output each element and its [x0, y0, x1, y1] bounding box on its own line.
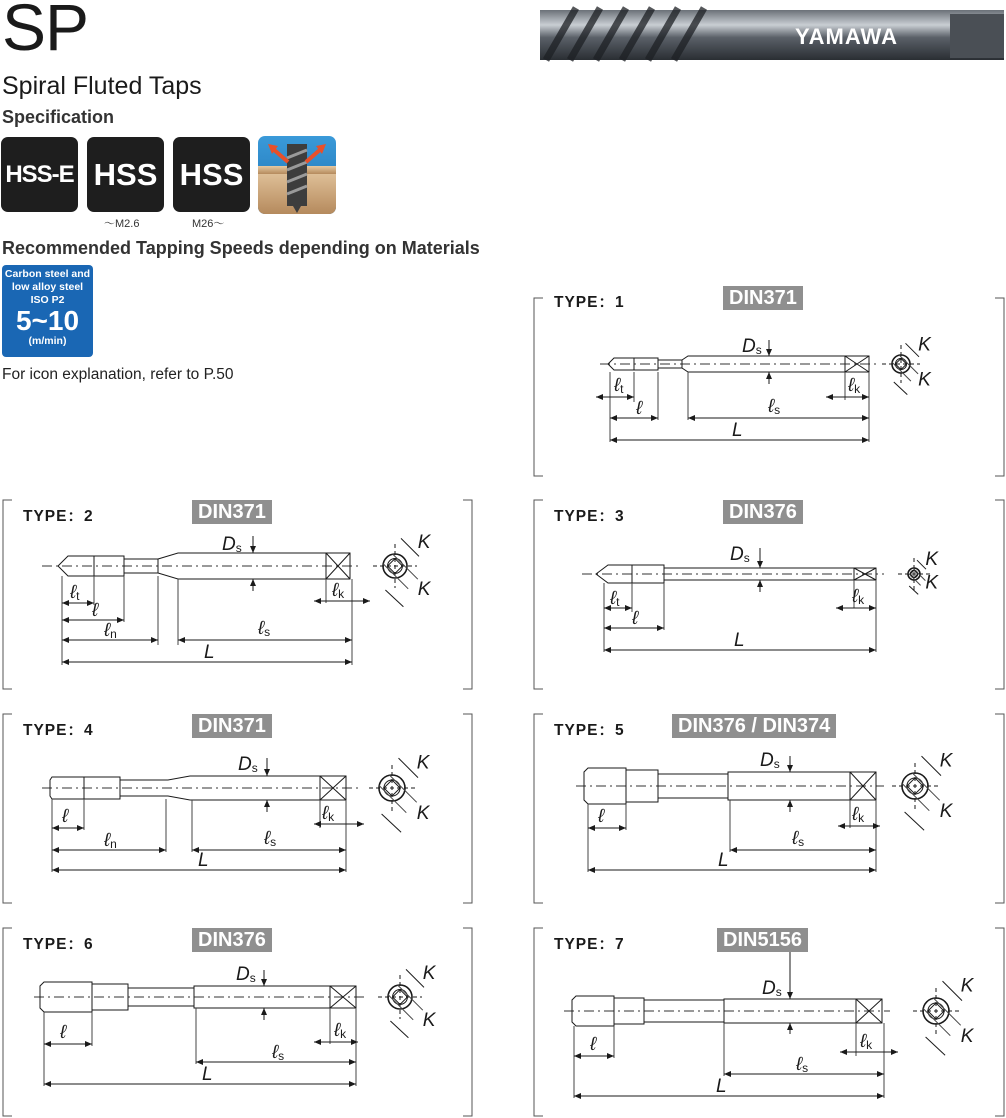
dimension-arrowhead — [766, 372, 772, 379]
dimension-label-subscript: s — [264, 625, 271, 639]
dimension-label: ℓk — [852, 586, 865, 607]
dimension-label: K — [416, 752, 430, 774]
dimension-label-subscript: k — [858, 593, 865, 607]
dimension-label: L — [732, 420, 743, 441]
brand-logo: YAMAWA — [795, 24, 898, 49]
dimension-arrowhead — [688, 415, 695, 421]
type-2-drawing — [42, 532, 432, 665]
dimension-label: ℓk — [848, 375, 861, 396]
dimension-arrowhead — [261, 1008, 267, 1015]
dimension-arrowhead — [730, 847, 737, 853]
dimension-arrowhead — [607, 1053, 614, 1059]
dimension-label-subscript: t — [76, 589, 80, 603]
dimension-label-subscript: k — [338, 587, 345, 601]
dimension-label: ℓt — [610, 588, 620, 609]
dimension-label: Ds — [222, 534, 242, 555]
dimension-label-subscript: s — [270, 835, 277, 849]
dimension-arrowhead — [44, 1081, 51, 1087]
speed-unit: (m/min) — [28, 335, 67, 347]
dimension-label: Ds — [730, 544, 750, 565]
type-6-standard-badge: DIN376 — [192, 928, 272, 952]
dimension-arrowhead — [62, 600, 69, 606]
dimension-arrowhead — [264, 800, 270, 807]
dimension-arrowhead — [117, 617, 124, 623]
dimension-label: ℓn — [104, 830, 117, 851]
dimension-arrowhead — [351, 1039, 358, 1045]
type-3-standard-badge: DIN376 — [723, 500, 803, 524]
dimension-arrowhead — [766, 349, 772, 356]
type-5-label: TYPE：5 — [554, 722, 625, 739]
dimension-label-subscript: k — [866, 1038, 873, 1052]
dimension-label: ℓn — [104, 620, 117, 641]
dimension-label: Ds — [762, 978, 782, 999]
dimension-arrowhead — [345, 659, 352, 665]
type-1-standard-badge: DIN371 — [723, 286, 803, 310]
dimension-arrowhead — [44, 1041, 51, 1047]
dimension-arrowhead — [877, 1093, 884, 1099]
dimension-arrowhead — [314, 1039, 321, 1045]
dimension-label: K — [960, 975, 974, 997]
type-2-standard-badge: DIN371 — [192, 500, 272, 524]
page-title: SP — [2, 0, 89, 64]
dimension-label: ℓ — [590, 1034, 597, 1055]
dimension-label: ℓs — [792, 828, 805, 849]
drawing-line — [401, 538, 419, 556]
dimension-label: L — [202, 1064, 213, 1085]
dimension-label: K — [939, 750, 953, 772]
drawing-line — [906, 343, 920, 357]
drawing-line — [894, 382, 908, 395]
dimension-arrowhead — [869, 647, 876, 653]
dimension-arrowhead — [862, 415, 869, 421]
dimension-label-subscript: k — [858, 811, 865, 825]
dimension-arrowhead — [787, 1023, 793, 1030]
dimension-arrowhead — [574, 1053, 581, 1059]
dimension-arrowhead — [840, 1049, 847, 1055]
dimension-arrowhead — [357, 821, 364, 827]
material-hss-note-large: M26～ — [192, 218, 225, 230]
tapping-speeds-heading: Recommended Tapping Speeds depending on Materials — [2, 238, 480, 258]
dimension-label: ℓ — [62, 806, 69, 827]
dimension-arrowhead — [588, 825, 595, 831]
speed-material-line2: low alloy steel — [11, 281, 84, 293]
drawing-line — [390, 1021, 408, 1038]
dimension-arrowhead — [52, 825, 59, 831]
dimension-arrowhead — [52, 847, 59, 853]
type-6-label: TYPE：6 — [23, 936, 94, 953]
dimension-label-subscript: n — [110, 627, 117, 641]
dimension-label: K — [416, 803, 430, 825]
dimension-label: K — [417, 578, 431, 600]
dimension-arrowhead — [625, 605, 632, 611]
dimension-label-subscript: s — [251, 761, 258, 775]
dimension-label: Ds — [236, 964, 256, 985]
dimension-arrowhead — [339, 867, 346, 873]
type-1-label: TYPE：1 — [554, 294, 625, 311]
type-1-drawing — [596, 335, 932, 444]
dimension-arrowhead — [891, 1049, 898, 1055]
speed-material-line1: Carbon steel and — [4, 268, 91, 280]
dimension-label: L — [204, 642, 215, 663]
dimension-label-subscript: s — [235, 541, 242, 555]
drawing-line — [406, 969, 424, 987]
dimension-label: ℓ — [636, 398, 643, 419]
dimension-label: L — [198, 850, 209, 871]
dimension-arrowhead — [787, 800, 793, 807]
dimension-label: L — [734, 630, 745, 651]
dimension-label-subscript: s — [802, 1061, 809, 1075]
speed-iso-class: ISO P2 — [30, 294, 65, 306]
dimension-label: Ds — [742, 336, 762, 357]
dimension-arrowhead — [627, 394, 634, 400]
dimension-label-subscript: k — [340, 1027, 347, 1041]
dimension-arrowhead — [574, 1093, 581, 1099]
dimension-arrowhead — [85, 1041, 92, 1047]
tap-tip — [40, 982, 92, 1012]
dimension-arrowhead — [261, 979, 267, 986]
dimension-arrowhead — [836, 605, 843, 611]
dimension-label-subscript: s — [743, 551, 750, 565]
dimension-label-subscript: s — [798, 835, 805, 849]
dimension-label: K — [960, 1026, 974, 1048]
dimension-label: ℓ — [632, 608, 639, 629]
dimension-arrowhead — [838, 823, 845, 829]
material-hss-note-small: ～M2.6 — [104, 218, 140, 230]
dimension-label: ℓk — [322, 803, 335, 824]
dimension-arrowhead — [339, 847, 346, 853]
dimension-arrowhead — [178, 637, 185, 643]
dimension-label-subscript: t — [616, 595, 620, 609]
dimension-arrowhead — [77, 825, 84, 831]
type-4-drawing — [42, 753, 431, 874]
dimension-label: ℓs — [796, 1054, 809, 1075]
dimension-arrowhead — [314, 598, 321, 604]
dimension-label: ℓt — [70, 582, 80, 603]
dimension-arrowhead — [610, 415, 617, 421]
dimension-label-subscript: k — [854, 382, 861, 396]
type-7-drawing — [564, 952, 975, 1099]
dimension-label-subscript: k — [328, 810, 335, 824]
type-3-drawing — [582, 544, 939, 653]
material-hss-badge-large: HSS — [173, 137, 250, 212]
dimension-label: ℓs — [272, 1042, 285, 1063]
dimension-arrowhead — [349, 1059, 356, 1065]
dimension-label: L — [716, 1076, 727, 1097]
dimension-arrowhead — [62, 617, 69, 623]
dimension-arrowhead — [250, 579, 256, 586]
dimension-label: ℓs — [264, 828, 277, 849]
dimension-label: ℓ — [598, 806, 605, 827]
drawing-line — [905, 812, 925, 830]
dimension-label: L — [718, 850, 729, 871]
dimension-arrowhead — [877, 1071, 884, 1077]
dimension-label: ℓs — [768, 396, 781, 417]
type-7-label: TYPE：7 — [554, 936, 625, 953]
dimension-arrowhead — [869, 867, 876, 873]
dimension-arrowhead — [159, 847, 166, 853]
dimension-label: ℓ — [60, 1022, 67, 1043]
material-hss-badge-small: HSS — [87, 137, 164, 212]
dimension-label: K — [939, 801, 953, 823]
dimension-arrowhead — [62, 637, 69, 643]
drawing-line — [385, 590, 403, 607]
dimension-label: ℓt — [614, 375, 624, 396]
dimension-label: ℓk — [860, 1031, 873, 1052]
dimension-label: K — [417, 532, 431, 553]
dimension-arrowhead — [610, 437, 617, 443]
type-3-label: TYPE：3 — [554, 508, 625, 525]
drawing-line — [922, 756, 942, 776]
dimension-arrowhead — [869, 847, 876, 853]
dimension-arrowhead — [349, 1081, 356, 1087]
dimension-label: ℓs — [258, 618, 271, 639]
speed-value: 5~10 — [15, 305, 80, 336]
dimension-label-subscript: s — [774, 403, 781, 417]
dimension-arrowhead — [52, 867, 59, 873]
page-subtitle: Spiral Fluted Taps — [2, 72, 202, 100]
dimension-arrowhead — [250, 546, 256, 553]
drawing-line — [943, 981, 963, 1001]
type-4-standard-badge: DIN371 — [192, 714, 272, 738]
dimension-arrowhead — [62, 659, 69, 665]
drawing-line — [399, 758, 419, 778]
dimension-label: ℓk — [332, 580, 345, 601]
dimension-arrowhead — [151, 637, 158, 643]
dimension-arrowhead — [862, 394, 869, 400]
dimension-arrowhead — [787, 992, 793, 999]
dimension-arrowhead — [345, 637, 352, 643]
dimension-label-subscript: t — [620, 382, 624, 396]
drawing-line — [926, 1037, 946, 1055]
dimension-label: K — [422, 1009, 436, 1031]
dimension-label-subscript: s — [775, 985, 782, 999]
type-7-standard-badge: DIN5156 — [717, 928, 808, 952]
dimension-arrowhead — [619, 825, 626, 831]
dimension-label: K — [925, 549, 939, 570]
dimension-label-subscript: s — [249, 971, 256, 985]
type-4-label: TYPE：4 — [23, 722, 94, 739]
dimension-arrowhead — [604, 625, 611, 631]
dimension-arrowhead — [604, 647, 611, 653]
icon-reference-note: For icon explanation, refer to P.50 — [2, 366, 234, 383]
drawing-line — [382, 814, 402, 832]
dimension-label-subscript: n — [110, 837, 117, 851]
type-5-drawing — [576, 750, 954, 873]
dimension-arrowhead — [588, 867, 595, 873]
type-2-label: TYPE：2 — [23, 508, 94, 525]
dimension-arrowhead — [363, 598, 370, 604]
dimension-label: ℓk — [852, 804, 865, 825]
type-6-drawing — [34, 963, 437, 1087]
dimension-arrowhead — [787, 765, 793, 772]
specification-heading: Specification — [2, 107, 115, 127]
dimension-label: K — [918, 369, 931, 391]
dimension-label: Ds — [760, 750, 780, 771]
dimension-label: K — [918, 334, 931, 356]
dimension-label: ℓk — [334, 1020, 347, 1041]
dimension-arrowhead — [596, 394, 603, 400]
dimension-arrowhead — [651, 415, 658, 421]
dimension-arrowhead — [869, 605, 876, 611]
type-5-standard-badge: DIN376 / DIN374 — [672, 714, 836, 738]
dimension-arrowhead — [314, 821, 321, 827]
dimension-label: K — [925, 572, 939, 594]
dimension-arrowhead — [826, 394, 833, 400]
dimension-label: ℓ — [92, 600, 99, 621]
dimension-arrowhead — [757, 580, 763, 587]
dimension-arrowhead — [862, 437, 869, 443]
dimension-label: Ds — [238, 754, 258, 775]
dimension-label: K — [422, 963, 436, 984]
dimension-arrowhead — [264, 769, 270, 776]
dimension-arrowhead — [757, 561, 763, 568]
dimension-arrowhead — [657, 625, 664, 631]
material-hss-e-badge: HSS-E — [1, 137, 78, 212]
dimension-label-subscript: s — [755, 343, 762, 357]
dimension-label-subscript: s — [278, 1049, 285, 1063]
dimension-label-subscript: s — [773, 757, 780, 771]
